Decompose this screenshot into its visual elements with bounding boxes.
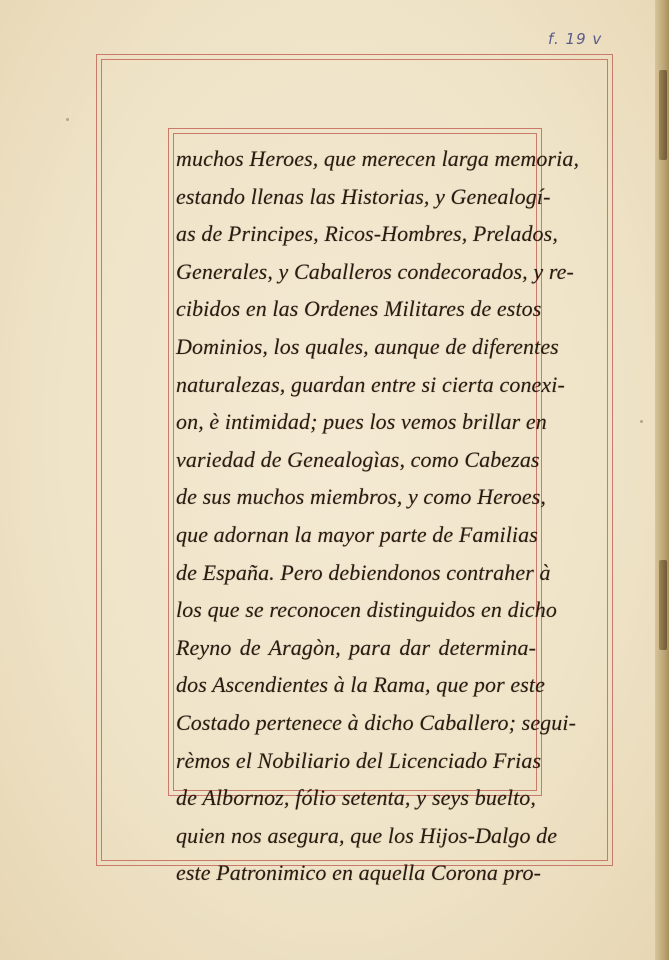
text-line: Dominios, los quales, aunque de diferentes bbox=[176, 333, 559, 359]
spine-binding-mark bbox=[659, 560, 667, 650]
text-line: Costado pertenece à dicho Caballero; segui- bbox=[176, 709, 577, 735]
text-line: dos Ascendientes à la Rama, que por este bbox=[176, 672, 545, 698]
text-line: cibidos en las Ordenes Militares de estos bbox=[176, 296, 542, 322]
text-line: Reyno de Aragòn, para dar determina- bbox=[176, 634, 536, 660]
text-line: quien nos asegura, que los Hijos-Dalgo de bbox=[176, 822, 558, 848]
text-line: rèmos el Nobiliario del Licenciado Frias bbox=[176, 747, 542, 773]
text-line: de España. Pero debiendonos contraher à bbox=[176, 559, 551, 585]
text-line: as de Principes, Ricos-Hombres, Prelados, bbox=[176, 221, 558, 247]
book-spine-edge bbox=[655, 0, 669, 960]
text-line: muchos Heroes, que merecen larga memoria, bbox=[176, 146, 580, 171]
text-line: de Albornoz, fólio setenta, y seys buelto, bbox=[176, 785, 536, 811]
text-line: on, è intimidad; pues los vemos brillar en bbox=[176, 409, 547, 435]
text-line: naturalezas, guardan entre si cierta conexi- bbox=[176, 371, 565, 397]
text-line: variedad de Genealogìas, como Cabezas bbox=[176, 446, 540, 472]
folio-number: f. 19 v bbox=[548, 30, 603, 48]
text-line: de sus muchos miembros, y como Heroes, bbox=[176, 484, 547, 510]
paper-speck bbox=[640, 420, 643, 423]
text-line: este Patronimico en aquella Corona pro- bbox=[176, 860, 542, 886]
text-line: que adornan la mayor parte de Familias bbox=[176, 521, 538, 547]
text-line: estando llenas las Historias, y Genealogí- bbox=[176, 183, 551, 209]
spine-binding-mark bbox=[659, 70, 667, 160]
manuscript-text-block bbox=[176, 140, 580, 886]
text-line: los que se reconocen distinguidos en dicho bbox=[176, 597, 557, 623]
paper-speck bbox=[66, 118, 69, 121]
text-line: Generales, y Caballeros condecorados, y re- bbox=[176, 258, 574, 284]
